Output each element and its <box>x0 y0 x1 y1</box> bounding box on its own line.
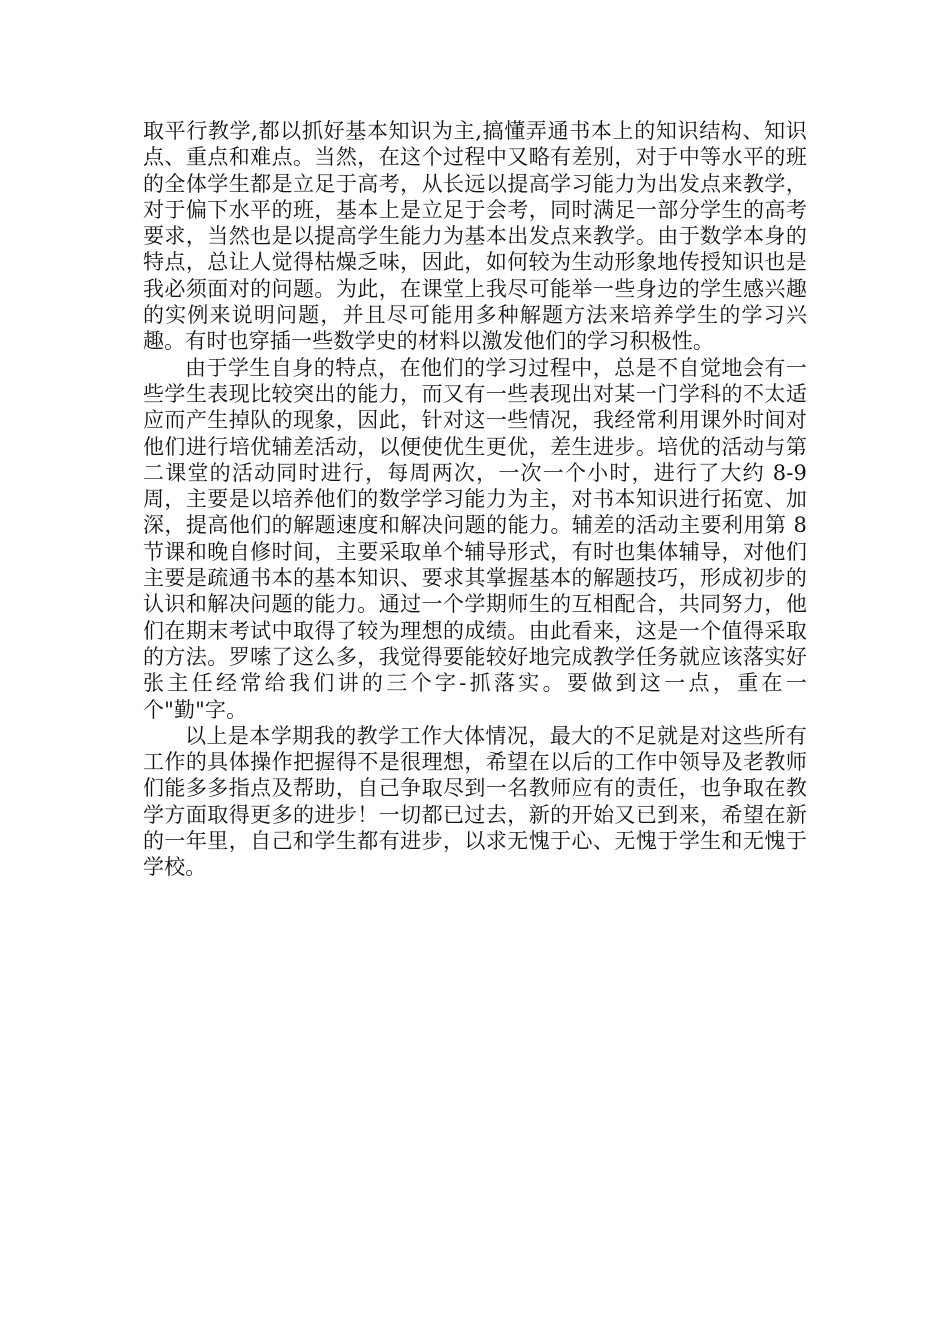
paragraph-1: 取平行教学,都以抓好基本知识为主,搞懂弄通书本上的知识结构、知识点、重点和难点。当然，在这个过程中又略有差别，对于中等水平的班的全体学生都是立足于高考，从长远以提高学习能力为出发点来教学，对于偏下水平的班，基本上是立足于会考，同时满足一部分学生的高考要求，当然也是以提高学生能力为基本出发点来教学。由于数学本身的特点，总让人觉得枯燥乏味，因此，如何较为生动形象地传授知识也是我必须面对的问题。为此，在课堂上我尽可能举一些身边的学生感兴趣的实例来说明问题，并且尽可能用多种解题方法来培养学生的学习兴趣。有时也穿插一些数学史的材料以激发他们的学习积极性。 <box>143 119 807 354</box>
paragraph-2: 由于学生自身的特点，在他们的学习过程中，总是不自觉地会有一些学生表现比较突出的能力，而又有一些表现出对某一门学科的不太适应而产生掉队的现象，因此，针对这一些情况，我经常利用课外时间对他们进行培优辅差活动，以便使优生更优，差生进步。培优的活动与第二课堂的活动同时进行，每周两次，一次一个小时，进行了大约 8-9 周，主要是以培养他们的数学学习能力为主，对书本知识进行拓宽、加深，提高他们的解题速度和解决问题的能力。辅差的活动主要利用第 8 节课和晚自修时间，主要采取单个辅导形式，有时也集体辅导，对他们主要是疏通书本的基本知识、要求其掌握基本的解题技巧，形成初步的认识和解决问题的能力。通过一个学期师生的互相配合，共同努力，他们在期末考试中取得了较为理想的成绩。由此看来，这是一个值得采取的方法。罗嗦了这么多，我觉得要能较好地完成教学任务就应该落实好张主任经常给我们讲的三个字-抓落实。要做到这一点，重在一个"勤"字。 <box>143 355 807 722</box>
document-body <box>143 118 807 881</box>
paragraph-3: 以上是本学期我的教学工作大体情况，最大的不足就是对这些所有工作的具体操作把握得不是很理想，希望在以后的工作中领导及老教师们能多多指点及帮助，自己争取尽到一名教师应有的责任，也争取在教学方面取得更多的进步！一切都已过去，新的开始又已到来，希望在新的一年里，自己和学生都有进步，以求无愧于心、无愧于学生和无愧于学校。 <box>143 723 807 880</box>
